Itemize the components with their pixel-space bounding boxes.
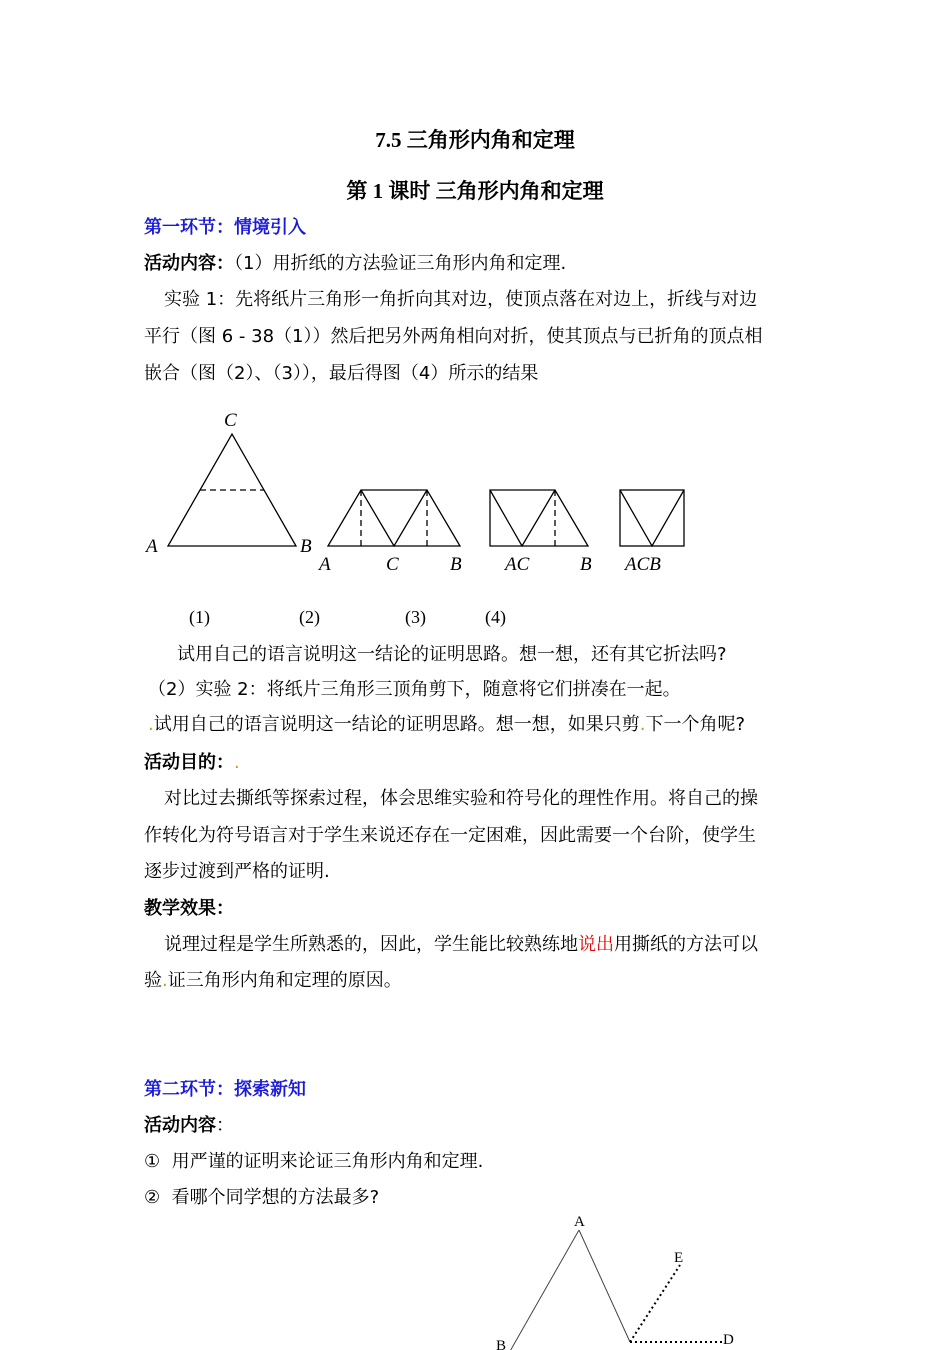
effect-text-a: 说理过程是学生所熟悉的，因此，学生能比较熟练地	[164, 934, 578, 955]
section1-heading: 第一环节：情境引入	[144, 217, 306, 238]
page-title: 7.5 三角形内角和定理	[375, 128, 575, 152]
fig2-label-b: B	[450, 554, 462, 575]
marker-dot: .	[162, 970, 168, 991]
experiment1-line2: 平行（图 6 - 38（1））然后把另外两角相向对折，使其顶点与已折角的顶点相	[144, 326, 763, 347]
fig4-caption: (4)	[485, 607, 506, 627]
fig3-label-b: B	[580, 554, 592, 575]
label-d: D	[723, 1332, 734, 1348]
marker-dot: .	[639, 714, 646, 735]
proof-figure	[0, 1210, 950, 1350]
fig2-label-a: A	[319, 554, 331, 575]
effect-highlight: 说出	[578, 934, 614, 955]
fig3-shape	[490, 490, 588, 546]
item2-mark: ②	[144, 1187, 161, 1208]
item1	[144, 1150, 483, 1174]
question2-part1: 试用自己的语言说明这一结论的证明思路。想一想，如果只剪	[153, 714, 640, 735]
fig1-caption: (1)	[189, 607, 210, 627]
item1-mark: ①	[144, 1151, 161, 1172]
fig1-label-c: C	[224, 410, 237, 431]
fig3-label-ac: AC	[505, 554, 530, 575]
effect-text-b: 用撕纸的方法可以	[614, 934, 758, 955]
item2-text: 看哪个同学想的方法最多?	[171, 1187, 380, 1208]
side-ab	[505, 1230, 579, 1350]
section1-content	[144, 252, 566, 276]
question1: 试用自己的语言说明这一结论的证明思路。想一想，还有其它折法吗?	[177, 644, 727, 665]
line-ce	[630, 1265, 680, 1342]
effect-line2	[144, 969, 402, 993]
item1-text: 用严谨的证明来论证三角形内角和定理.	[171, 1151, 484, 1172]
effect-line1	[164, 933, 758, 957]
content-label: 活动内容	[144, 1115, 216, 1136]
fig1-label-b: B	[300, 536, 312, 557]
fig4-label-acb: ACB	[625, 554, 661, 575]
goal-line1: 对比过去撕纸等探索过程，体会思维实验和符号化的理性作用。将自己的操	[164, 788, 758, 809]
fig2-shape	[328, 490, 460, 546]
content-colon: ：	[216, 1115, 234, 1136]
question2-part2: 下一个角呢?	[645, 714, 746, 735]
goal-heading	[144, 751, 240, 775]
content-label: 活动内容：	[144, 253, 234, 274]
label-e: E	[674, 1250, 684, 1266]
section2-heading: 第二环节：探索新知	[144, 1079, 306, 1100]
experiment2: （2）实验 2：将纸片三角形三顶角剪下，随意将它们拼凑在一起。	[148, 679, 681, 700]
marker-dot: .	[234, 752, 240, 773]
section2-content	[144, 1114, 234, 1138]
fig4-rect	[620, 490, 684, 546]
question2	[148, 713, 745, 737]
label-a: A	[574, 1214, 585, 1230]
lesson-title: 第 1 课时 三角形内角和定理	[346, 179, 604, 203]
side-ac	[579, 1230, 630, 1342]
effect-label: 教学效果：	[144, 898, 234, 919]
goal-line2: 作转化为符号语言对于学生来说还存在一定困难，因此需要一个台阶，使学生	[144, 825, 756, 846]
folding-figures	[0, 400, 950, 600]
item2	[144, 1186, 379, 1210]
marker-dot: .	[148, 714, 154, 735]
label-b: B	[496, 1338, 507, 1350]
effect-text-c: 验	[144, 970, 162, 991]
content-text: （1）用折纸的方法验证三角形内角和定理.	[234, 253, 567, 274]
fig2-caption: (2)	[299, 607, 320, 627]
fig2-label-c: C	[386, 554, 399, 575]
goal-label: 活动目的：	[144, 752, 234, 773]
effect-text-d: 证三角形内角和定理的原因。	[167, 970, 402, 991]
experiment1-line3: 嵌合（图（2）、（3）），最后得图（4）所示的结果	[144, 363, 539, 384]
fig3-caption: (3)	[405, 607, 426, 627]
goal-line3: 逐步过渡到严格的证明.	[144, 861, 330, 882]
fig4-folds	[620, 490, 684, 546]
fig1-label-a: A	[146, 536, 158, 557]
experiment1-line1: 实验 1：先将纸片三角形一角折向其对边，使顶点落在对边上，折线与对边	[164, 289, 758, 310]
